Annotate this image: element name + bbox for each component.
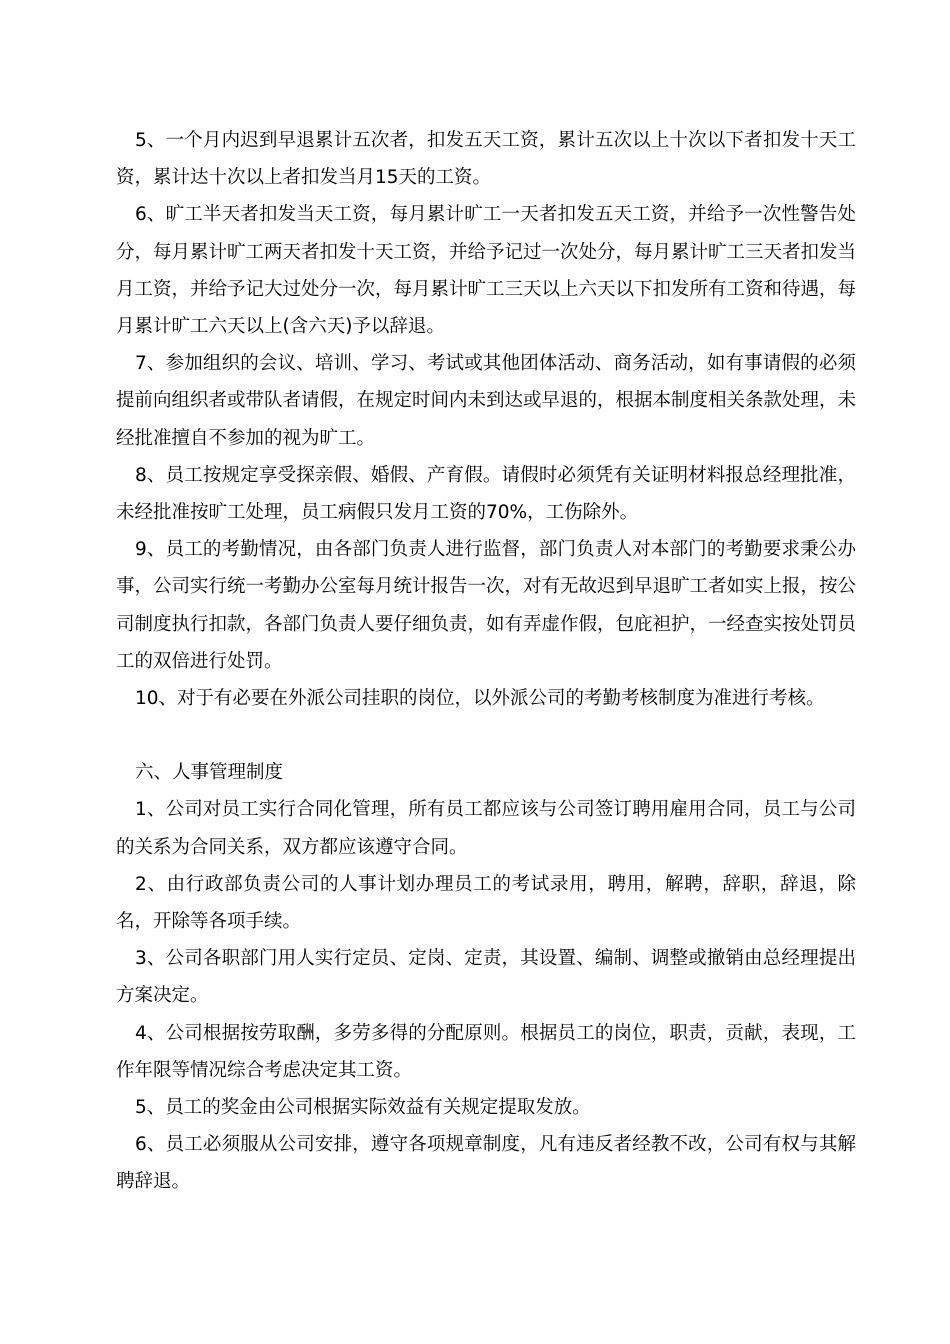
paragraph-item-10: 10、对于有必要在外派公司挂职的岗位，以外派公司的考勤考核制度为准进行考核。 [135,688,825,710]
hr-paragraph-item-5: 5、员工的奖金由公司根据实际效益有关规定提取发放。 [135,1097,591,1119]
paragraph-item-7: 7、参加组织的会议、培训、学习、考试或其他团体活动、商务活动，如有事请假的必须提前向组织者或带队者请假，在规定时间内未到达或早退的，根据本制度相关条款处理，未经批准擅自不参加的视为旷工。 [116,353,857,449]
section-spacer [116,717,856,754]
section-heading: 六、人事管理制度 [135,762,284,784]
hr-paragraph-item-2: 2、由行政部负责公司的人事计划办理员工的考试录用，聘用，解聘，辞职，辞退，除名，开除等各项手续。 [116,873,856,933]
hr-paragraph-item-1: 1、公司对员工实行合同化管理，所有员工都应该与公司签订聘用雇用合同，员工与公司的关系为合同关系，双方都应该遵守合同。 [116,799,856,858]
hr-paragraph-item-4: 4、公司根据按劳取酬，多劳多得的分配原则。根据员工的岗位，职责，贡献，表现，工作年限等情况综合考虑决定其工资。 [116,1022,856,1081]
paragraph-item-9: 9、员工的考勤情况，由各部门负责人进行监督，部门负责人对本部门的考勤要求秉公办事，公司实行统一考勤办公室每月统计报告一次，对有无故迟到早退旷工者如实上报，按公司制度执行扣款，各部门负责人要仔细负责，如有弄虚作假，包庇袒护，一经查实按处罚员工的双倍进行处罚。 [116,539,857,672]
paragraph-item-6: 6、旷工半天者扣发当天工资，每月累计旷工一天者扣发五天工资，并给予一次性警告处分，每月累计旷工两天者扣发十天工资，并给予记过一次处分，每月累计旷工三天者扣发当月工资，并给予记大过处分一次，每月累计旷工三天以上六天以下扣发所有工资和待遇，每月累计旷工六天以上(含六天)予以辞退。 [116,204,857,338]
document-body [116,122,856,1201]
paragraph-item-5: 5、一个月内迟到早退累计五次者，扣发五天工资，累计五次以上十次以下者扣发十天工资，累计达十次以上者扣发当月15天的工资。 [116,130,856,189]
paragraph-item-8: 8、员工按规定享受探亲假、婚假、产育假。请假时必须凭有关证明材料报总经理批准，未经批准按旷工处理，员工病假只发月工资的70%，工伤除外。 [116,464,856,524]
hr-paragraph-item-6: 6、员工必须服从公司安排，遵守各项规章制度，凡有违反者经教不改，公司有权与其解聘辞退。 [116,1134,856,1193]
hr-paragraph-item-3: 3、公司各职部门用人实行定员、定岗、定责，其设置、编制、调整或撤销由总经理提出方案决定。 [116,948,856,1007]
